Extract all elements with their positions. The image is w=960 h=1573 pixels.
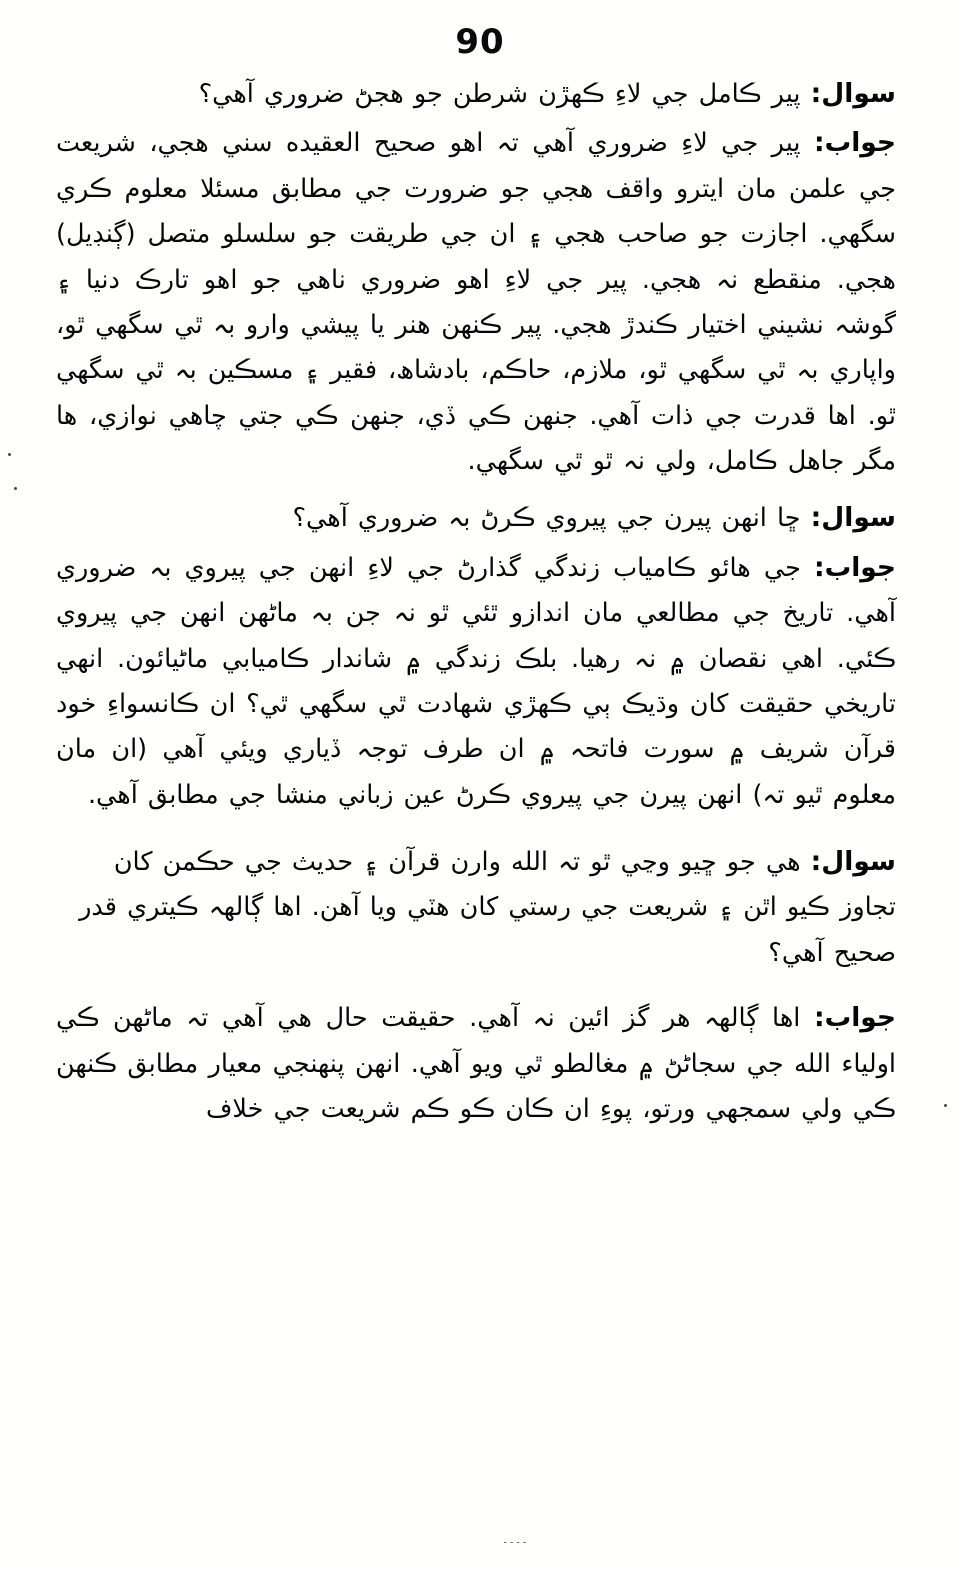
scan-speck (944, 1104, 947, 1107)
answer-label-1: جواب: (813, 127, 896, 159)
answer-3 (56, 994, 896, 1132)
question-3 (56, 838, 896, 976)
answer-1 (56, 119, 896, 484)
scan-speck (8, 453, 11, 456)
qa-block-1 (56, 70, 896, 484)
answer-label-3: جواب: (813, 1002, 896, 1034)
page-number: 90 (455, 22, 505, 62)
question-text-1: پير ڪامل جي لاءِ ڪهڙن شرطن جو هجڻ ضروري آهي؟ (198, 79, 811, 109)
footer-stray-mark: ۔۔۔۔ (502, 1533, 528, 1546)
answer-label-2: جواب: (813, 551, 896, 583)
question-label-3: سوال: (810, 846, 896, 877)
answer-text-2: جي هائو ڪامياب زندگي گذارڻ جي لاءِ انهن جي پيروي بہ ضروري آهي. تاريخ جي مطالعي مان اندازو ٿئي ٿو نہ جن بہ ماڻهن انهن جي پيروي ڪئي. اهي نقصان ۾ نہ رهيا. بلڪ زندگي ۾ شاندار ڪاميابي ماڻيائون. انهي تاريخي حقيقت کان وڌيڪ ٻي ڪهڙي شهادت ٿي سگهي ٿي؟ ان ڪانسواءِ خود قرآن شريف ۾ سورت فاتحہ ۾ ان طرف توجہ ڏياري ويئي آهي (ان مان معلوم ٿيو تہ) انهن پيرن جي پيروي ڪرڻ عين زباني منشا جي مطابق آهي. (56, 552, 896, 810)
question-text-2: ڇا انهن پيرن جي پيروي ڪرڻ بہ ضروري آهي؟ (292, 503, 811, 534)
question-1 (56, 70, 896, 117)
page-body (0, 70, 960, 1132)
question-2 (56, 494, 896, 541)
scan-speck (14, 487, 17, 490)
answer-text-1: پير جي لاءِ ضروري آهي تہ اهو صحيح العقيده سني هجي، شريعت جي علمن مان ايترو واقف هجي جو ضرورت جي مطابق مسئلا معلوم ڪري سگهي. اجازت جو صاحب هجي ۽ ان جي طريقت جو سلسلو متصل (ڳنڊيل) هجي. منقطع نہ هجي. پير جي لاءِ اهو ضروري ناهي جو اهو تارڪ دنيا ۽ گوشہ نشيني اختيار ڪندڙ هجي. پير ڪنهن هنر يا پيشي وارو بہ ٿي سگهي ٿو، واپاري بہ ٿي سگهي ٿو، ملازم، حاڪم، بادشاھ، فقير ۽ مسڪين بہ ٿي سگهي ٿو. اها قدرت جي ذات آهي. جنهن ڪي ڏي، جنهن ڪي جتي چاهي نوازي، ها مگر جاهل ڪامل، ولي نہ ٿو ٿي سگهي. (56, 128, 896, 476)
question-text-3: هي جو ڇيو وڃي ٿو تہ الله وارن قرآن ۽ حديث جي حڪمن کان تجاوز ڪيو اٿن ۽ شريعت جي رستي کان هٽي ويا آهن. اها ڳالھہ ڪيتري قدر صحيح آهي؟ (79, 847, 896, 968)
answer-text-3: اها ڳالھہ هر گز ائين نہ آهي. حقيقت حال هي آهي تہ ماڻهن ڪي اولياء الله جي سجاڻڻ ۾ مغالطو ٿي ويو آهي. انهن پنهنجي معيار مطابق ڪنهن ڪي ولي سمجهي ورتو، پوءِ ان ڪان ڪو ڪم شريعت جي خلاف (56, 1003, 896, 1124)
qa-block-2 (56, 494, 896, 818)
question-label-1: سوال: (810, 78, 896, 109)
question-label-2: سوال: (810, 502, 896, 534)
answer-2 (56, 544, 896, 818)
qa-block-3 (56, 838, 896, 1132)
